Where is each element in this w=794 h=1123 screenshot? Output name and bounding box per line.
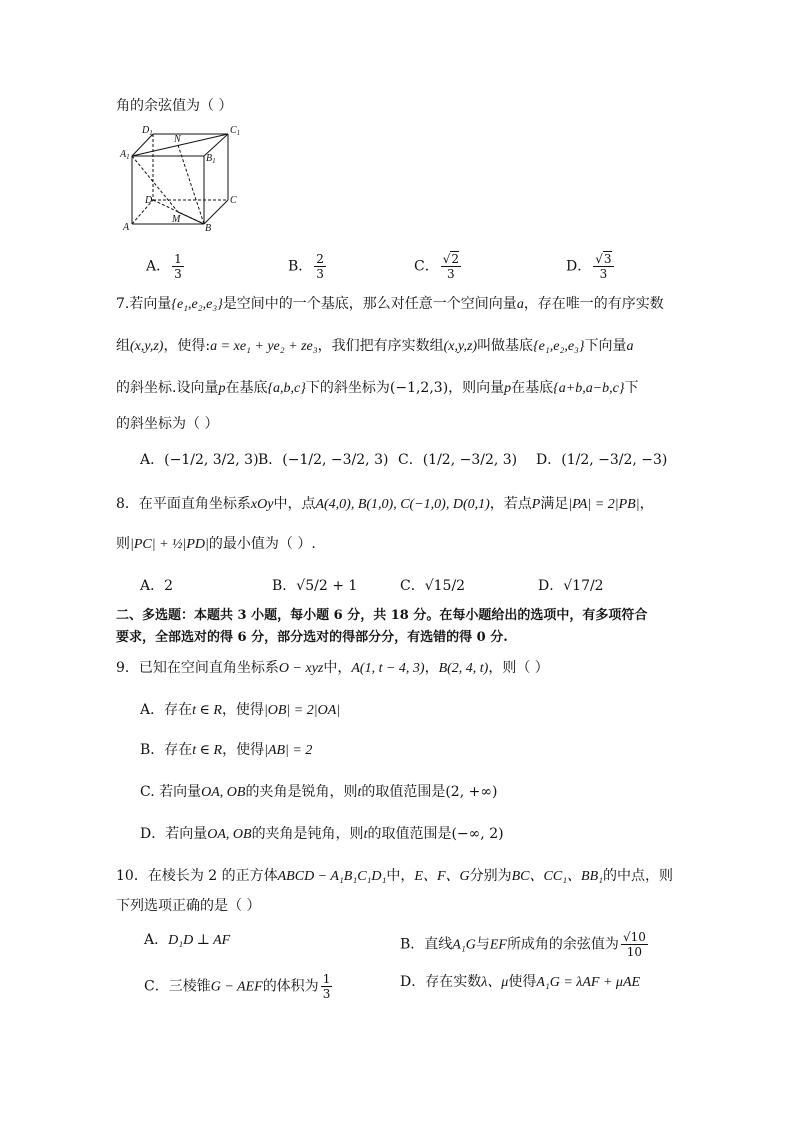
q6-option-b[interactable]: B． $\frac{2}{3}$ — [288, 252, 324, 281]
q10-option-c[interactable]: C．三棱锥G − AEF的体积为 $\frac{1}{3}$ — [144, 972, 331, 1001]
q10-stem-line2: 下列选项正确的是（ ） — [116, 898, 261, 914]
q8-stem-line2: 则|PC| + ½|PD|的最小值为（ ）. — [116, 536, 316, 552]
q7-option-d[interactable]: D．(1/2, −3/2, −3) — [536, 452, 668, 468]
q10-option-a[interactable]: A．D₁D ⊥ AF — [144, 932, 231, 948]
label-C: C — [230, 195, 237, 206]
cube-figure — [116, 124, 246, 236]
section2-line2: 要求，全部选对的得 6 分，部分选对的得部分分，有选错的得 0 分. — [116, 630, 508, 645]
q7-stem-line4: 的斜坐标为（ ） — [116, 416, 219, 432]
q10-option-d[interactable]: D．存在实数λ、μ使得A₁G = λAF + μAE — [400, 974, 641, 990]
label-C1: $C_1$ — [230, 125, 241, 137]
q7-option-b[interactable]: B．(−1/2, −3/2, 3) — [258, 452, 389, 468]
label-A1: $A_1$ — [120, 149, 130, 161]
label-M: M — [172, 214, 181, 225]
label-D: D — [145, 195, 153, 206]
label-A: A — [123, 222, 130, 233]
q9-stem: 9．已知在空间直角坐标系O − xyz中，A(1, t − 4, 3)，B(2, 4, t)，则（ ） — [116, 660, 549, 676]
q8-option-a[interactable]: A．2 — [140, 578, 174, 594]
q10-option-b[interactable]: B．直线A₁G与EF所成角的余弦值为 $\frac{√10}{10}$ — [400, 930, 646, 959]
q8-option-c[interactable]: C．√15/2 — [400, 578, 466, 594]
label-D1: $D_1$ — [142, 125, 153, 137]
q6-option-a[interactable]: A． $\frac{1}{3}$ — [146, 252, 182, 281]
q6-option-c[interactable]: C． $\frac{√2}{3}$ — [414, 252, 460, 281]
label-N: N — [174, 134, 181, 145]
q7-stem-line3: 的斜坐标.设向量p在基底{a,b,c}下的斜坐标为(−1,2,3)，则向量p在基底{a+b,a−b,c}下 — [116, 380, 639, 396]
q9-option-c[interactable]: C. 若向量OA, OB的夹角是锐角，则t的取值范围是(2, +∞) — [140, 784, 498, 800]
q9-option-d[interactable]: D．若向量OA, OB的夹角是钝角，则t的取值范围是(−∞, 2) — [140, 826, 504, 842]
label-B1: $B_1$ — [206, 153, 216, 165]
q9-option-b[interactable]: B．存在t ∈ R，使得|AB| = 2 — [140, 742, 313, 758]
q8-stem-line1: 8．在平面直角坐标系xOy中，点A(4,0), B(1,0), C(−1,0), D(0,1)，若点P满足|PA| = 2|PB|， — [116, 496, 654, 512]
q7-stem-line1: 7.若向量{e₁,e₂,e₃}是空间中的一个基底，那么对任意一个空间向量a，存在唯一的有序实数 — [116, 296, 664, 312]
q7-option-c[interactable]: C．(1/2, −3/2, 3) — [398, 452, 518, 468]
section2-line1: 二、多选题：本题共 3 小题，每小题 6 分，共 18 分。在每小题给出的选项中，有多项符合 — [116, 608, 648, 623]
q6-option-d[interactable]: D． $\frac{√3}{3}$ — [566, 252, 612, 281]
label-B: B — [205, 223, 212, 234]
q10-stem-line1: 10．在棱长为 2 的正方体ABCD − A₁B₁C₁D₁中，E、F、G分别为BC、CC₁、BB₁的中点，则 — [116, 868, 674, 884]
q8-option-d[interactable]: D．√17/2 — [538, 578, 604, 594]
q9-option-a[interactable]: A．存在t ∈ R，使得|OB| = 2|OA| — [140, 702, 341, 718]
q7-option-a[interactable]: A．(−1/2, 3/2, 3) — [140, 452, 259, 468]
q8-option-b[interactable]: B．√5/2 + 1 — [272, 578, 358, 594]
q6-stem-tail: 角的余弦值为（ ） — [116, 98, 233, 114]
q7-stem-line2: 组(x,y,z)，使得:a = xe₁ + ye₂ + ze₃，我们把有序实数组(x,y,z)叫做基底{e₁,e₂,e₃}下向量a — [116, 338, 634, 354]
